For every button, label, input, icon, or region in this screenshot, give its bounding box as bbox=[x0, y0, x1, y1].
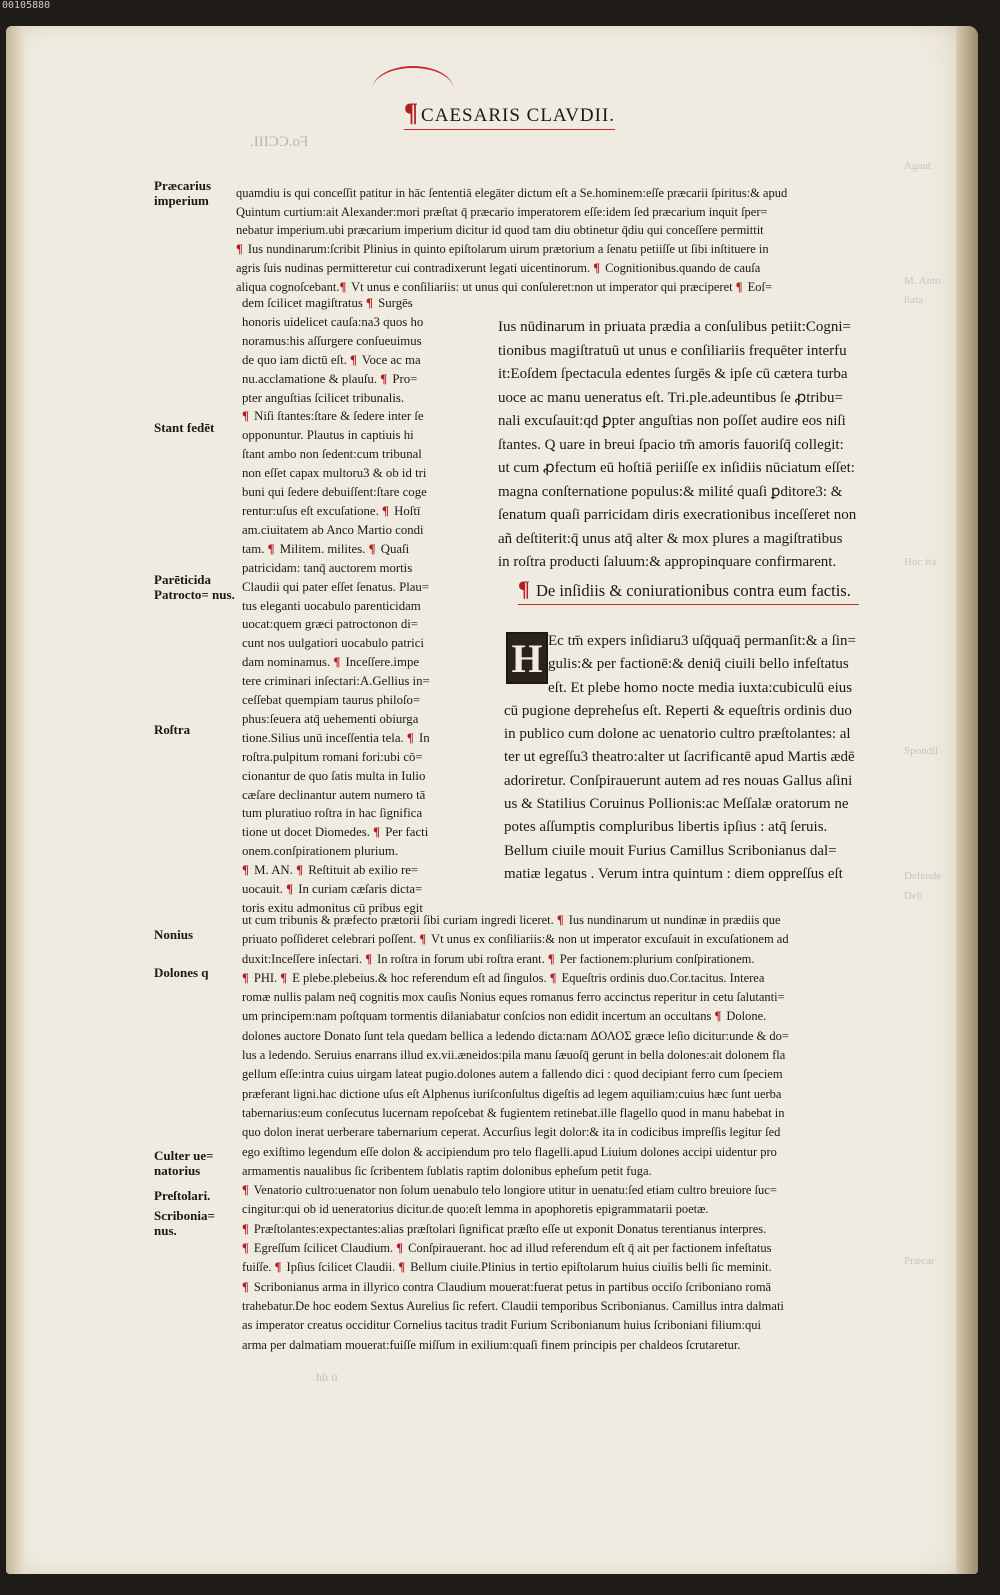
text-line: de quo iam dictū eſt. ¶ Voce ac ma bbox=[242, 352, 421, 367]
text-line: nu.acclamatione & plauſu. ¶ Pro= bbox=[242, 371, 418, 386]
text-line: aliqua cognoſcebant.¶ Vt unus e conſiliariis: ut unus qui conſuleret:non ut imperator qui præciperet ¶ Eoſ= bbox=[236, 279, 773, 294]
text-line: it:Eoſdem ſpectacula edentes ſurgēs & ipſe cū cætera turba bbox=[498, 366, 848, 382]
text-line: us & Statilius Coruinus Pollionis:ac Meſſalæ oratorum ne bbox=[504, 796, 849, 813]
text-line: priuato poſſideret celebrari poſſent. ¶ Vt unus ex conſiliariis:& non ut imperator excuſauit in excuſationem ad bbox=[242, 932, 789, 947]
text-line: tionibus magiſtratuū ut unus e conſiliariis frequēter interfu bbox=[498, 342, 847, 359]
commentary-narrow-column bbox=[242, 294, 430, 918]
text-line: roſtra.pulpitum romani fori:ubi cō= bbox=[242, 749, 423, 764]
text-line: tabernarius:eum conſecutus lucernam repoſcebat & fugientem retinebat.ille flagello quod in manu habebat in bbox=[242, 1105, 785, 1120]
text-line: ut cum ꝓfectum eū hoſtiā periiſſe ex inſidiis nūciatum eſſet: bbox=[498, 460, 855, 476]
margin-note: Preſtolari. bbox=[154, 1188, 211, 1203]
text-line: quo dolon inerat uerberare tabernarium ceperat. Accurſius legit dolor:& ita in codicibus impreſſis legitur ſed bbox=[242, 1125, 781, 1140]
text-line: opponuntur. Plautus in captiuis hi bbox=[242, 428, 414, 443]
text-line: gellum eſſe:intra cuius uirgam lateat pugio.dolones autem a fallendo dici : quod decipiant ferro cum ſpeciem bbox=[242, 1067, 783, 1082]
text-line: tam. ¶ Militem. milites. ¶ Quaſi bbox=[242, 541, 410, 556]
commentary-top-block bbox=[236, 184, 787, 296]
text-line: romæ nullis palam neq̄ cognitis mox cauſis Nonius eques romanus ferro accinctus reperitur in cetu ſalutanti= bbox=[242, 990, 785, 1005]
commentary-bottom-block bbox=[242, 911, 789, 1355]
chapter-heading bbox=[518, 576, 859, 605]
text-line: dam nominamus. ¶ Inceſſere.impe bbox=[242, 655, 420, 670]
text-line: tum pluratiuo roſtra in hac ſignifica bbox=[242, 806, 423, 821]
text-line: præferant ligni.hac dictione uſus eſt Alphenus iuriſconſultus digeſtis ad legem aquiliam:cuius hæc ſunt uerba bbox=[242, 1086, 782, 1101]
text-line: ¶ Venatorio cultro:uenator non ſolum uenabulo telo longiore utitur in uenatu:ſed etiam cultro breuiore ſuc= bbox=[242, 1183, 777, 1198]
text-line: tione.Silius unū inceſſentia tela. ¶ In bbox=[242, 730, 430, 745]
text-line: uocauit. ¶ In curiam cæſaris dicta= bbox=[242, 882, 423, 897]
text-line: onem.conſpirationem plurium. bbox=[242, 844, 399, 859]
margin-note: Culter ue= natorius bbox=[154, 1148, 214, 1178]
bleed-note: Præcar bbox=[904, 1255, 935, 1267]
chapter-body-text bbox=[504, 630, 856, 886]
text-line: ¶ Ius nundinarum:ſcribit Plinius in quinto epiſtolarum uirum prætorium a ſenatu petiiſſe ut ſibi inſtituere in bbox=[236, 242, 769, 257]
text-line: tus eleganti uocabulo parenticidam bbox=[242, 598, 421, 613]
text-line: Bellum ciuile mouit Furius Camillus Scribonianus dal= bbox=[504, 842, 837, 859]
book-page bbox=[6, 26, 978, 1574]
text-line: as imperator creatus occiditur Cornelius tacitus tradit Furium Scribonianum huius ſcriboniani filium:qui bbox=[242, 1318, 761, 1333]
text-line: quamdiu is qui conceſſit patitur in hāc ſententiā elegāter dictum eſt a Se.hominem:eſſe præcarii ſpiritus:& apud bbox=[236, 186, 788, 200]
main-text-column bbox=[498, 316, 856, 575]
page-fore-edge bbox=[956, 26, 978, 1574]
text-line: cingitur:qui ob id ueneratorius dicitur.de quo:eſt lemma in apophoretis epigrammatarii poetæ. bbox=[242, 1202, 709, 1217]
text-line: in roſtra producti ſaluum:& appropinquare confirmarent. bbox=[498, 554, 837, 570]
bleed-note: Spondil bbox=[904, 745, 939, 757]
text-line: lus a ledendo. Seruius enarrans illud ex.vii.æneidos:pila manu ſæuoſq̄ gerunt in bella dolones:ait dolonem fla bbox=[242, 1048, 786, 1063]
text-line: cū pugione depreheſus eſt. Reperti & equeſtris ordinis duo bbox=[504, 702, 852, 719]
text-line: in publico cum dolone ac uenatorio cultro præſtolantes: al bbox=[504, 726, 851, 743]
text-line: Ec tm̄ expers inſidiaru3 uſq̄quaq̄ permanſit:& a ſin= bbox=[548, 633, 856, 649]
text-line: patricidam: tanq̄ auctorem mortis bbox=[242, 560, 413, 575]
text-line: tere criminari inſectari:A.Gellius in= bbox=[242, 674, 430, 689]
text-line: cæſare declinantur autem numero tā bbox=[242, 787, 426, 802]
show-through-folio: Fo.CCIII. bbox=[250, 134, 309, 150]
text-line: ¶ M. AN. ¶ Reſtituit ab exilio re= bbox=[242, 863, 419, 878]
bleed-note: Deli bbox=[904, 890, 923, 902]
bleed-note: M. Anto bbox=[904, 275, 941, 287]
text-line: ceſſebat quempiam taurus philoſo= bbox=[242, 693, 421, 708]
text-line: tione ut docet Diomedes. ¶ Per facti bbox=[242, 825, 429, 840]
text-line: añ deſtiterit:q̄ unus atq̄ alter & mox plures a magiſtratibus bbox=[498, 530, 843, 547]
chapter-title-text: De inſidiis & coniurationibus contra eum factis. bbox=[536, 581, 851, 600]
header-title: CAESARIS CLAVDII. bbox=[421, 105, 616, 126]
margin-note: Stant fedēt bbox=[154, 420, 215, 435]
text-line: matiæ legatus . Verum intra quintum : diem oppreſſus eſt bbox=[504, 865, 843, 882]
text-line: non eſſet capax multoru3 & ob id tri bbox=[242, 466, 427, 481]
bleed-note: Agant bbox=[904, 160, 931, 172]
text-line: magna conſternatione populus:& milité quaſi ꝑditore3: & bbox=[498, 483, 843, 500]
text-line: ego exiſtimo legendum eſſe dolon & accipiendum pro telo flagelli.apud Liuium dolones accipi uidentur pro bbox=[242, 1144, 777, 1159]
text-line: ¶ Niſi ſtantes:ſtare & ſedere inter ſe bbox=[242, 409, 424, 424]
text-line: phus:ſeuera atq̄ uehementi obiurga bbox=[242, 711, 419, 726]
text-line: toris exitu admonitus cū pribus egit bbox=[242, 901, 423, 915]
bleed-note: Defende bbox=[904, 870, 942, 882]
text-line: gulis:& per factionē:& deniq̄ ciuili bello infeſtatus bbox=[548, 656, 849, 673]
text-line: duxit:Inceſſere inſectari. ¶ In roſtra in forum ubi roſtra erant. ¶ Per factionem:plurium conſpirationem. bbox=[242, 951, 755, 966]
margin-note: Scribonia= nus. bbox=[154, 1208, 215, 1238]
show-through-signature: hh ii bbox=[316, 1370, 338, 1384]
text-line: ſtant ambo non ſedent:cum tribunal bbox=[242, 447, 422, 462]
text-line: potes aſſumptis compluribus libertis ipſius : atq̄ ſeruis. bbox=[504, 819, 828, 836]
text-line: uocat:quem græci patroctonon di= bbox=[242, 617, 419, 632]
text-line: ¶ Egreſſum ſcilicet Claudium. ¶ Conſpirauerant. hoc ad illud referendum eſt q̄ ait per factionem infeſtatus bbox=[242, 1241, 772, 1256]
margin-note: Parēticida Patrocto= nus. bbox=[154, 572, 235, 602]
text-line: ¶ Præſtolantes:expectantes:alias præſtolari ſignificat præſto eſſe ut exponit Donatus terentianus interpres. bbox=[242, 1221, 767, 1236]
text-line: adoriretur. Conſpirauerunt autem ad res nouas Gallus aſini bbox=[504, 772, 853, 789]
page-gutter-edge bbox=[6, 26, 24, 1574]
bleed-note: ſtata bbox=[904, 294, 923, 306]
text-line: ter ut egreſſu3 theatro:alter ut ſacrificantē apud Martis ædē bbox=[504, 749, 855, 766]
margin-note: Præcarius imperium bbox=[154, 178, 212, 208]
text-line: ¶ PHI. ¶ E plebe.plebeius.& hoc referendum eſt ad ſingulos. ¶ Equeſtris ordinis duo.Cor.tacitus. Interea bbox=[242, 970, 765, 985]
text-line: am.ciuitatem ab Anco Martio condi bbox=[242, 522, 424, 537]
text-line: rentur:uſus eſt excuſatione. ¶ Hoſtī bbox=[242, 503, 421, 518]
running-header bbox=[404, 98, 615, 130]
text-line: ut cum tribunis & præfecto prætorii ſibi curiam ingredi liceret. ¶ Ius nundinarum ut nundinæ in prædiis que bbox=[242, 913, 781, 927]
text-line: buni qui ſedere debuiſſent:ſtare coge bbox=[242, 485, 427, 500]
bleed-note: Hoc ita bbox=[904, 556, 937, 568]
text-line: um principem:nam poſtquam tormentis dilaniabatur conſcios non edidit incertum an occultans ¶ Dolone. bbox=[242, 1009, 767, 1024]
text-line: fuiſſe. ¶ Ipſius ſcilicet Claudii. ¶ Bellum ciuile.Plinius in tertio epiſtolarum huius ciuilis belli ſic meminit. bbox=[242, 1260, 772, 1275]
text-line: cionantur de quo ſatis multa in Iulio bbox=[242, 768, 426, 783]
pilcrow-icon: ¶ bbox=[404, 98, 420, 127]
text-line: dem ſcilicet magiſtratus ¶ Surgēs bbox=[242, 296, 413, 310]
pilcrow-icon: ¶ bbox=[518, 576, 530, 601]
text-line: arma per dalmatiam mouerat:fuiſſe miſſum in exilium:quaſi finem principis per chaldeos ſcrutaretur. bbox=[242, 1337, 741, 1352]
text-line: cunt nos uulgatiori uocabulo patrici bbox=[242, 636, 424, 651]
text-line: Ius nūdinarum in priuata prædia a conſulibus petiit:Cogni= bbox=[498, 319, 851, 335]
text-line: noramus:his aſſurgere conſueuimus bbox=[242, 333, 422, 348]
text-line: Claudii qui pater eſſet ſenatus. Plau= bbox=[242, 579, 430, 594]
text-line: dolones auctore Donato ſunt tela quedam bellica a ledendo dicta:nam ΔΟΛΟΣ græce leſio dicitur:unde & do= bbox=[242, 1028, 789, 1043]
text-line: pter anguſtias ſcilicet tribunalis. bbox=[242, 390, 405, 405]
decorated-initial: H bbox=[506, 632, 548, 684]
corner-tag: 00105880 bbox=[2, 0, 51, 11]
margin-note: Dolones q bbox=[154, 965, 209, 980]
margin-note: Roſtra bbox=[154, 722, 191, 737]
text-line: ¶ Scribonianus arma in illyrico contra Claudium mouerat:fuerat petus in partibus occiſo ſcriboniano romā bbox=[242, 1279, 772, 1294]
text-line: agris ſuis nudinas permitteretur cui contradixerunt legati uicentinorum. ¶ Cognitionibus.quando de cauſa bbox=[236, 260, 761, 275]
text-line: honoris uidelicet cauſa:na3 quos ho bbox=[242, 314, 424, 329]
text-line: Quintum curtium:ait Alexander:mori præſtat q̄ præcario imperatorem eſſe:idem ſed præcarium inquit ſper= bbox=[236, 204, 768, 219]
text-line: uoce ac manu ueneratus eſt. Tri.ple.adeuntibus ſe ꝓtribu= bbox=[498, 389, 843, 406]
text-line: nebatur imperium.ubi præcarium imperium dicitur id quod tam diu obtinetur q̄diu qui conceſſere permittit bbox=[236, 223, 764, 238]
text-line: armamentis naualibus ſic ſcribentem ſublatis raptim dolonibus epheſum petit fuga. bbox=[242, 1163, 652, 1178]
text-line: nali excuſauit:qd ꝑpter anguſtias non poſſet audire eos niſi bbox=[498, 413, 846, 429]
text-line: ſenatum quaſi parricidam diris execrationibus inceſſeret non bbox=[498, 507, 857, 523]
text-line: ſtantes. Q uare in breui ſpacio tm̄ amoris fauoriſq̄ collegit: bbox=[498, 436, 844, 453]
margin-note: Nonius bbox=[154, 927, 194, 942]
text-line: trahebatur.De hoc eodem Sextus Aurelius ſic refert. Claudii temporibus Scribonianus. Camillus intra dalmati bbox=[242, 1298, 784, 1313]
text-line: eſt. Et plebe homo nocte media iuxta:cubiculū eius bbox=[548, 679, 853, 696]
